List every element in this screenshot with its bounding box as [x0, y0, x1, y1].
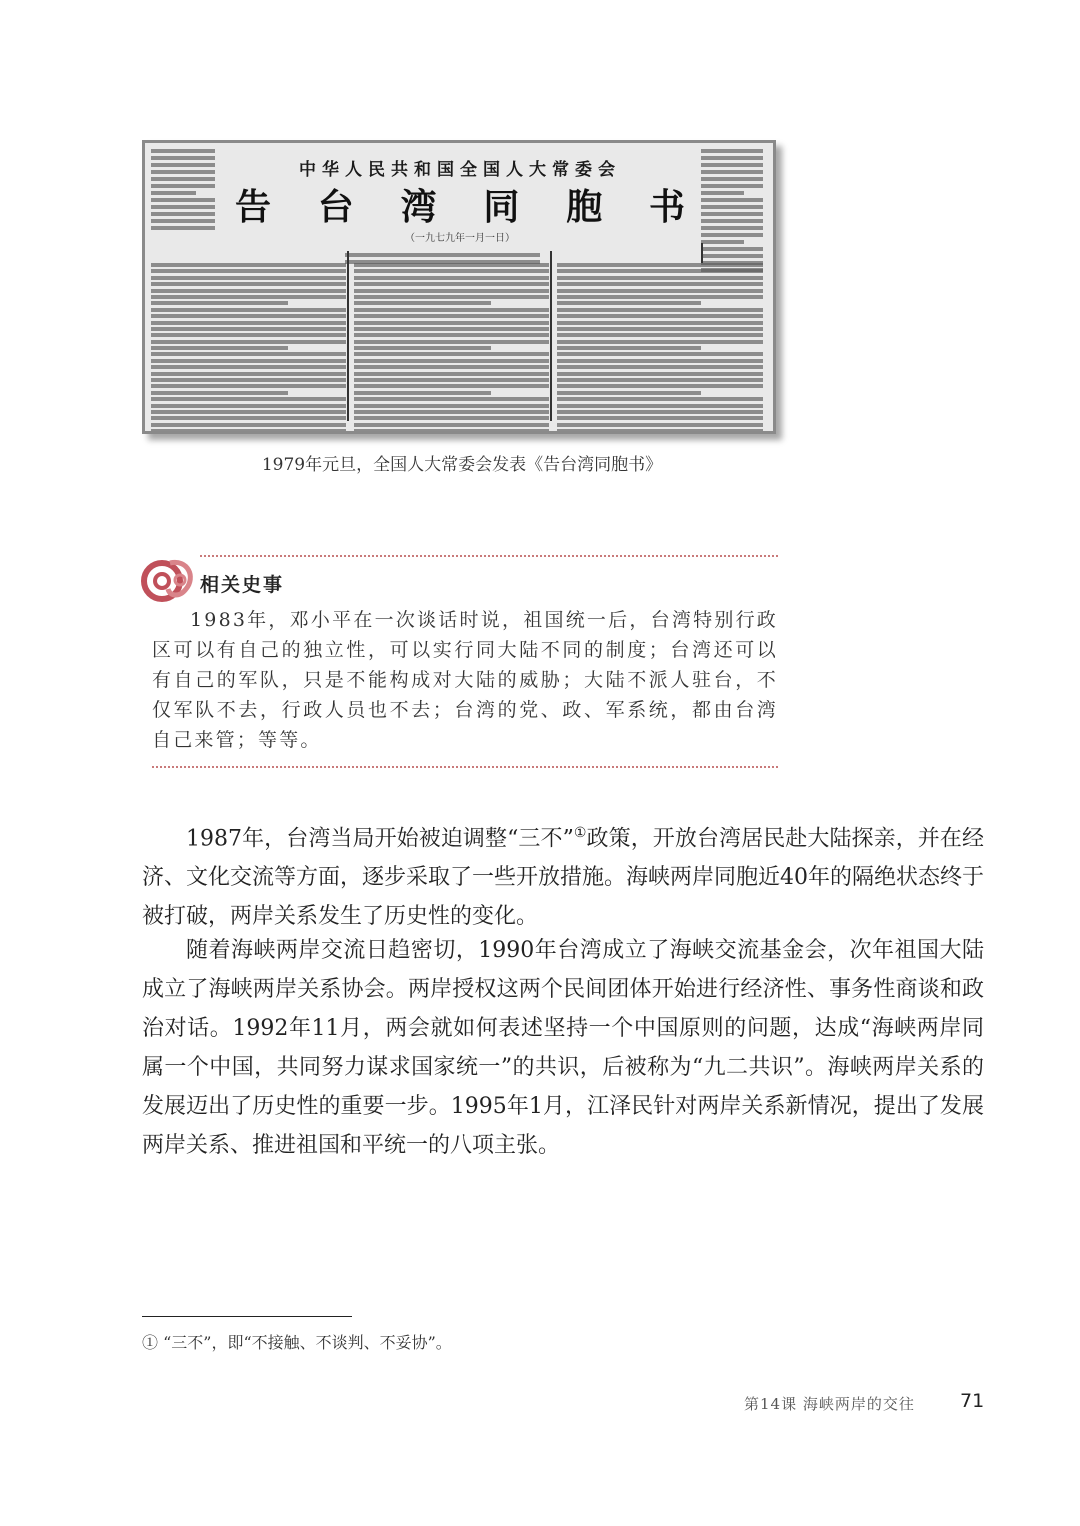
newspaper-text-line	[557, 391, 701, 395]
newspaper-text-line	[354, 282, 549, 286]
newspaper-text-line	[701, 156, 763, 160]
newspaper-text-line	[151, 156, 215, 160]
newspaper-text-lines	[151, 149, 215, 233]
newspaper-text-line	[354, 359, 549, 363]
newspaper-text-line	[151, 205, 215, 209]
newspaper-text-line	[557, 416, 763, 420]
p1-text-before: 1987年，台湾当局开始被迫调整“三不”	[186, 826, 574, 852]
newspaper-text-line	[701, 233, 763, 237]
newspaper-text-line	[151, 170, 215, 174]
newspaper-text-line	[151, 212, 215, 216]
newspaper-text-line	[701, 212, 763, 216]
newspaper-text-line	[354, 276, 549, 280]
newspaper-text-line	[354, 372, 549, 376]
newspaper-text-line	[151, 346, 288, 350]
newspaper-text-lines	[354, 263, 549, 434]
related-text: 1983年，邓小平在一次谈话时说，祖国统一后，台湾特别行政区可以有自己的独立性，可以实行同大陆不同的制度；台湾还可以有自己的军队，只是不能构成对大陆的威胁；大陆不派人驻台，不仅军队不去，行政人员也不去；台湾的党、政、军系统，都由台湾自己来管；等等。	[152, 609, 778, 751]
newspaper-text-line	[151, 269, 346, 273]
newspaper-text-line	[151, 198, 215, 202]
newspaper-text-line	[151, 429, 346, 433]
newspaper-text-line	[151, 384, 346, 388]
newspaper-text-line	[151, 378, 346, 382]
newspaper-text-lines	[701, 149, 763, 275]
newspaper-text-line	[557, 365, 763, 369]
newspaper-text-line	[354, 327, 549, 331]
newspaper-text-line	[151, 410, 346, 414]
newspaper-text-line	[557, 410, 763, 414]
newspaper-column-rule	[701, 243, 703, 263]
newspaper-text-line	[557, 423, 763, 427]
newspaper-header-org: 中华人民共和国全国人大常委会	[299, 160, 621, 180]
newspaper-text-line	[151, 365, 346, 369]
newspaper-text-line	[354, 384, 549, 388]
newspaper-text-lines	[557, 263, 763, 434]
newspaper-text-line	[151, 372, 346, 376]
newspaper-text-line	[151, 397, 346, 401]
newspaper-text-line	[151, 359, 346, 363]
newspaper-text-line	[151, 289, 346, 293]
newspaper-column-rule	[347, 251, 349, 421]
newspaper-text-line	[701, 170, 763, 174]
newspaper-text-line	[701, 205, 763, 209]
newspaper-text-lines	[151, 263, 346, 434]
newspaper-text-line	[701, 163, 763, 167]
newspaper-text-line	[354, 416, 549, 420]
newspaper-text-line	[151, 219, 215, 223]
newspaper-text-line	[557, 263, 763, 267]
newspaper-text-line	[151, 308, 346, 312]
newspaper-text-line	[354, 314, 549, 318]
newspaper-text-line	[701, 177, 763, 181]
newspaper-text-line	[354, 346, 491, 350]
newspaper-text-line	[354, 365, 549, 369]
newspaper-text-line	[151, 295, 346, 299]
newspaper-text-line	[701, 247, 763, 251]
newspaper-text-line	[151, 163, 215, 167]
headline-char: 胞	[566, 186, 603, 228]
figure-caption: 1979年元旦，全国人大常委会发表《告台湾同胞书》	[261, 455, 663, 475]
newspaper-text-line	[557, 340, 763, 344]
newspaper-text-line	[557, 378, 763, 382]
footnote-marker[interactable]: ①	[573, 825, 587, 841]
newspaper-text-line	[354, 333, 549, 337]
newspaper-text-line	[557, 321, 763, 325]
newspaper-text-line	[354, 378, 549, 382]
newspaper-text-line	[151, 301, 288, 305]
newspaper-text-line	[701, 226, 763, 230]
newspaper-text-line	[354, 289, 549, 293]
newspaper-text-line	[557, 314, 763, 318]
newspaper-text-line	[557, 276, 763, 280]
newspaper-text-line	[557, 404, 763, 408]
newspaper-text-line	[354, 301, 491, 305]
page-number: 71	[960, 1390, 985, 1412]
newspaper-text-line	[151, 404, 346, 408]
newspaper-text-line	[557, 308, 763, 312]
newspaper-text-line	[354, 391, 491, 395]
newspaper-text-line	[151, 191, 196, 195]
newspaper-text-line	[557, 295, 763, 299]
newspaper-text-line	[354, 340, 549, 344]
newspaper-text-line	[557, 282, 763, 286]
newspaper-text-line	[151, 333, 346, 337]
newspaper-text-line	[557, 397, 763, 401]
newspaper-text-line	[151, 391, 288, 395]
box-bottom-rule	[152, 766, 778, 768]
newspaper-text-line	[354, 321, 549, 325]
newspaper-text-line	[557, 372, 763, 376]
newspaper-headline	[235, 179, 685, 230]
newspaper-text-line	[701, 254, 763, 258]
newspaper-text-line	[151, 327, 346, 331]
headline-char: 台	[317, 186, 354, 228]
headline-char: 告	[235, 186, 272, 228]
newspaper-text-line	[345, 253, 540, 257]
newspaper-text-line	[354, 429, 549, 433]
newspaper-text-line	[557, 346, 701, 350]
newspaper-text-line	[151, 177, 215, 181]
newspaper-text-line	[701, 198, 763, 202]
newspaper-text-line	[151, 276, 346, 280]
newspaper-text-line	[354, 404, 549, 408]
footnote-rule	[142, 1316, 352, 1317]
headline-char: 湾	[400, 186, 437, 228]
newspaper-text-line	[354, 423, 549, 427]
swirl-logo-icon	[140, 553, 196, 609]
newspaper-text-line	[557, 327, 763, 331]
newspaper-text-line	[151, 352, 346, 356]
p1-text-after: 政策，开放台湾居民赴大陆探亲，并在经济、文化交流等方面，逐步采取了一些开放措施。海峡两岸同胞近40年的隔绝状态终于被打破，两岸关系发生了历史性的变化。	[142, 826, 984, 930]
headline-char: 同	[483, 186, 520, 228]
newspaper-text-line	[151, 282, 346, 286]
box-top-rule	[200, 555, 778, 557]
newspaper-text-line	[354, 397, 549, 401]
body-paragraph-2: 随着海峡两岸交流日趋密切，1990年台湾成立了海峡交流基金会，次年祖国大陆成立了海峡两岸关系协会。两岸授权这两个民间团体开始进行经济性、事务性商谈和政治对话。1992年11月，两会就如何表述坚持一个中国原则的问题，达成“海峡两岸同属一个中国，共同努力谋求国家统一”的共识，后被称为“九二共识”。海峡两岸关系的发展迈出了历史性的重要一步。1995年1月，江泽民针对两岸关系新情况，提出了发展两岸关系、推进祖国和平统一的八项主张。	[142, 938, 984, 1158]
footnote: ① “三不”，即“不接触、不谈判、不妥协”。	[142, 1333, 452, 1352]
newspaper-date: （一九七九年一月一日）	[405, 233, 515, 244]
headline-char: 书	[648, 186, 685, 228]
newspaper-text-line	[701, 219, 763, 223]
newspaper-text-line	[557, 333, 763, 337]
newspaper-text-line	[151, 226, 215, 230]
newspaper-text-line	[354, 308, 549, 312]
newspaper-text-line	[557, 289, 763, 293]
newspaper-text-line	[151, 184, 215, 188]
related-heading: 相关史事	[200, 574, 285, 596]
newspaper-text-line	[151, 423, 346, 427]
newspaper-text-line	[557, 384, 763, 388]
newspaper-text-line	[701, 240, 744, 244]
newspaper-text-lines	[345, 253, 540, 267]
newspaper-text-line	[557, 359, 763, 363]
newspaper-column-rule	[550, 251, 552, 421]
newspaper-text-line	[354, 410, 549, 414]
newspaper-text-line	[354, 269, 549, 273]
newspaper-text-line	[151, 321, 346, 325]
body-paragraph-1	[142, 814, 984, 936]
newspaper-text-line	[557, 269, 763, 273]
newspaper-text-line	[151, 416, 346, 420]
newspaper-text-line	[151, 263, 346, 267]
newspaper-text-line	[701, 184, 763, 188]
newspaper-text-line	[557, 352, 763, 356]
newspaper-figure	[142, 140, 776, 434]
newspaper-text-line	[151, 149, 215, 153]
newspaper-text-line	[345, 260, 540, 264]
newspaper-text-line	[354, 295, 549, 299]
newspaper-text-line	[701, 149, 763, 153]
newspaper-text-line	[151, 340, 346, 344]
newspaper-text-line	[557, 429, 763, 433]
running-footer-lesson: 第14课 海峡两岸的交往	[744, 1395, 915, 1413]
newspaper-text-line	[557, 301, 701, 305]
newspaper-text-line	[701, 191, 744, 195]
newspaper-text-line	[151, 314, 346, 318]
newspaper-text-line	[354, 352, 549, 356]
